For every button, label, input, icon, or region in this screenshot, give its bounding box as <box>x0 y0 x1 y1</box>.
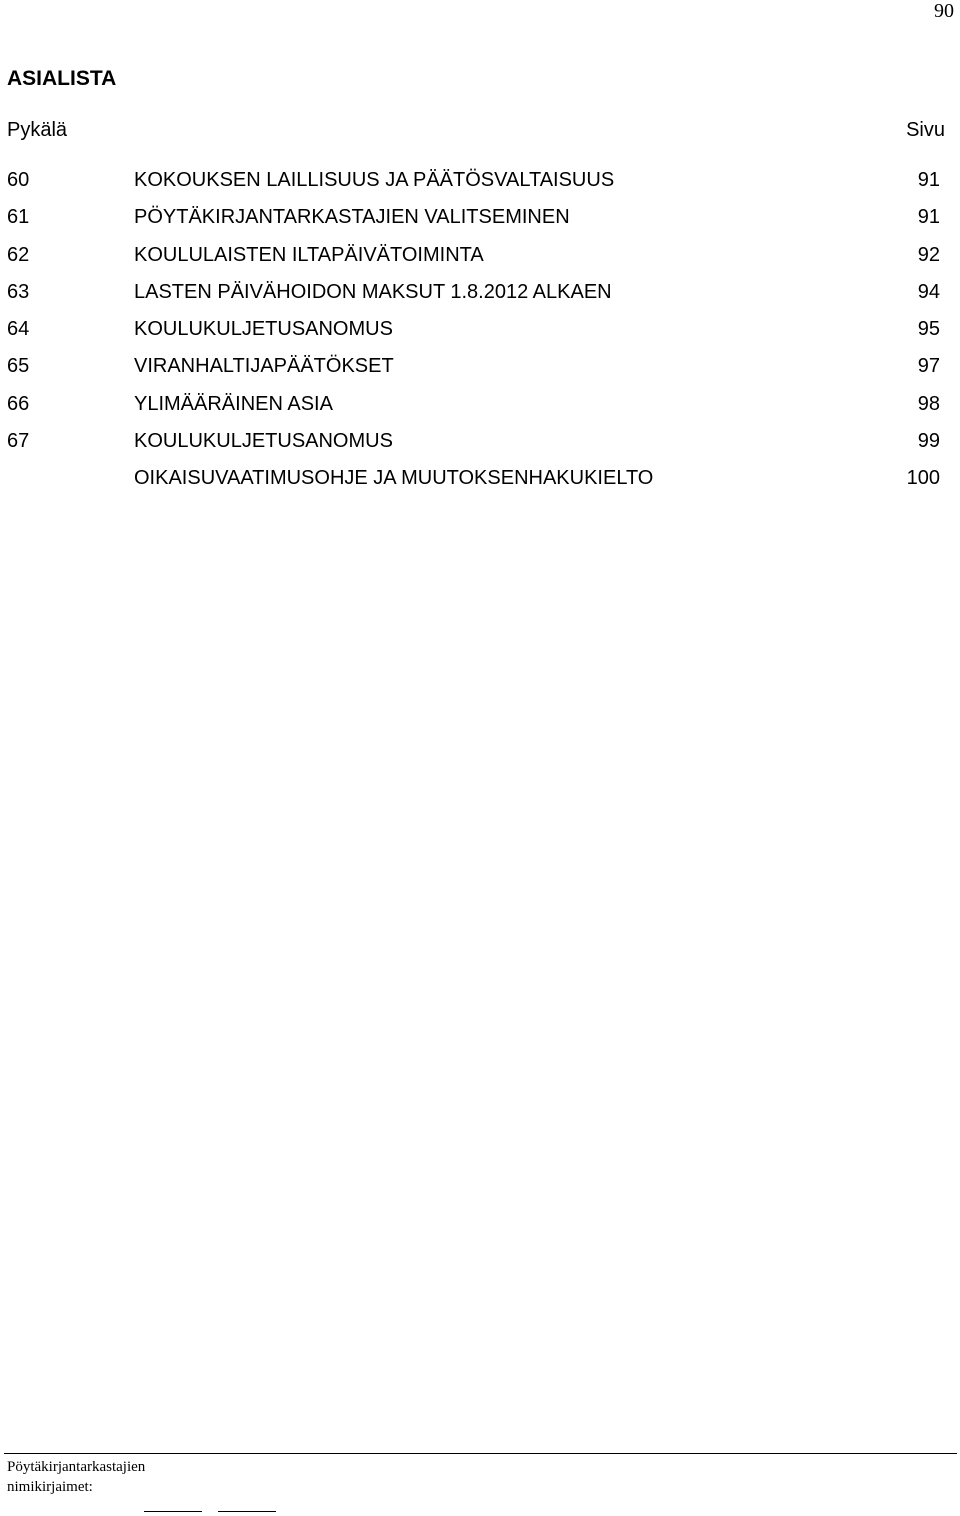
footer-label-line-1: Pöytäkirjantarkastajien <box>7 1459 146 1475</box>
footer-signature-label <box>7 1457 145 1497</box>
agenda-item <box>0 241 960 278</box>
column-header-page: Sivu <box>906 119 945 141</box>
agenda-item <box>0 464 960 501</box>
agenda-item-title: PÖYTÄKIRJANTARKASTAJIEN VALITSEMINEN <box>134 206 570 229</box>
agenda-item-number: 63 <box>7 280 30 303</box>
agenda-item-page: 99 <box>917 430 940 453</box>
initials-line-2 <box>218 1511 276 1512</box>
initials-line-1 <box>144 1511 202 1512</box>
footer-label-line-2: nimikirjaimet: <box>7 1479 93 1495</box>
agenda-item-page: 97 <box>917 355 940 378</box>
agenda-item <box>0 352 960 389</box>
agenda-item <box>0 278 960 315</box>
agenda-item <box>0 315 960 352</box>
agenda-item-page: 100 <box>906 467 940 490</box>
agenda-item-page: 95 <box>917 318 940 341</box>
agenda-item-title: KOULUKULJETUSANOMUS <box>134 430 393 453</box>
page-number: 90 <box>934 0 954 22</box>
agenda-item <box>0 203 960 240</box>
agenda-item-number: 64 <box>7 318 30 341</box>
agenda-item <box>0 427 960 464</box>
agenda-item-title: KOKOUKSEN LAILLISUUS JA PÄÄTÖSVALTAISUUS <box>134 169 615 191</box>
agenda-list <box>0 166 960 502</box>
agenda-item-title: KOULULAISTEN ILTAPÄIVÄTOIMINTA <box>134 243 484 266</box>
agenda-item-number: 67 <box>7 430 30 453</box>
agenda-item-title: KOULUKULJETUSANOMUS <box>134 318 393 341</box>
agenda-item-number: 61 <box>7 206 30 229</box>
agenda-item-number: 62 <box>7 243 30 266</box>
agenda-item-number: 66 <box>7 392 30 415</box>
agenda-item-page: 91 <box>917 169 940 191</box>
agenda-item-title: LASTEN PÄIVÄHOIDON MAKSUT 1.8.2012 ALKAEN <box>134 280 612 303</box>
agenda-item-page: 98 <box>917 392 940 415</box>
agenda-item-title: YLIMÄÄRÄINEN ASIA <box>134 392 333 415</box>
agenda-item <box>0 390 960 427</box>
agenda-item <box>0 166 960 203</box>
agenda-item-page: 94 <box>917 280 940 303</box>
agenda-item-page: 92 <box>917 243 940 266</box>
agenda-item-page: 91 <box>917 206 940 229</box>
agenda-item-number: 65 <box>7 355 30 378</box>
page-title: ASIALISTA <box>7 67 117 90</box>
agenda-item-title: VIRANHALTIJAPÄÄTÖKSET <box>134 355 394 378</box>
column-header-section: Pykälä <box>7 119 68 141</box>
footer-divider <box>4 1453 957 1454</box>
agenda-item-title: OIKAISUVAATIMUSOHJE JA MUUTOKSENHAKUKIELTO <box>134 467 654 490</box>
agenda-item-number: 60 <box>7 169 30 191</box>
